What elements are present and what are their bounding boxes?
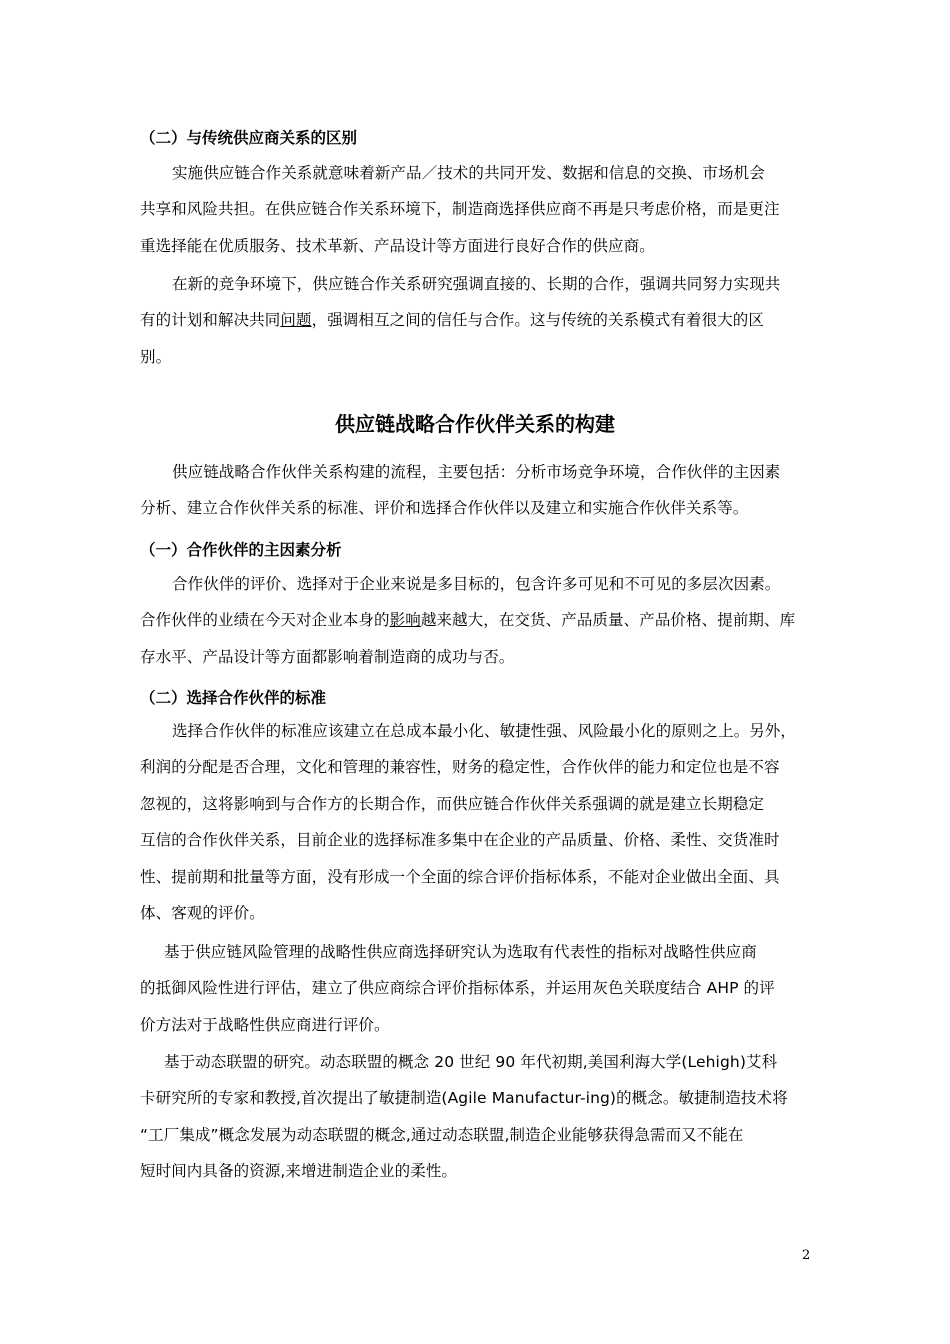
section-heading: （二）选择合作伙伴的标准 (140, 689, 327, 707)
text-line: 性、提前期和批量等方面，没有形成一个全面的综合评价指标体系，不能对企业做出全面、具 (140, 867, 780, 886)
text-line: 忽视的，这将影响到与合作方的长期合作，而供应链合作伙伴关系强调的就是建立长期稳定 (140, 794, 765, 813)
problem-link[interactable]: 问题 (280, 311, 312, 330)
text-fragment: 越来越大，在交货、产品质量、产品价格、提前期、库 (420, 611, 796, 630)
text-line: 卡研究所的专家和教授,首次提出了敏捷制造(Agile Manufactur-ing)的概念。敏捷制造技术将 (140, 1089, 788, 1108)
text-line: 存水平、产品设计等方面都影响着制造商的成功与否。 (140, 647, 515, 666)
paragraph (140, 266, 812, 375)
text-line: 实施供应链合作关系就意味着新产品／技术的共同开发、数据和信息的交换、市场机会 (172, 164, 765, 182)
text-line: 重选择能在优质服务、技术革新、产品设计等方面进行良好合作的供应商。 (140, 236, 655, 255)
section-heading: （二）与传统供应商关系的区别 (140, 129, 358, 147)
paragraph (140, 1044, 812, 1190)
paragraph (140, 713, 812, 931)
paragraph (140, 454, 812, 527)
text-line: 短时间内具备的资源,来增进制造企业的柔性。 (140, 1162, 458, 1181)
text-fragment: 有的计划和解决共同 (140, 311, 281, 330)
section-heading: （一）合作伙伴的主因素分析 (140, 541, 342, 559)
text-line (140, 602, 812, 638)
text-line: 基于动态联盟的研究。动态联盟的概念 20 世纪 90 年代初期,美国利海大学(Lehigh)艾科 (164, 1053, 778, 1071)
paragraph (140, 155, 812, 264)
main-title: 供应链战略合作伙伴关系的构建 (335, 412, 615, 436)
text-line: 共享和风险共担。在供应链合作关系环境下，制造商选择供应商不再是只考虑价格，而是更注 (140, 200, 780, 219)
paragraph (140, 934, 812, 1043)
influence-link[interactable]: 影响 (389, 611, 421, 630)
text-line: 基于供应链风险管理的战略性供应商选择研究认为选取有代表性的指标对战略性供应商 (164, 943, 757, 961)
text-line: 价方法对于战略性供应商进行评价。 (140, 1015, 390, 1034)
text-line: 合作伙伴的评价、选择对于企业来说是多目标的，包含许多可见和不可见的多层次因素。 (172, 575, 781, 593)
text-line: 利润的分配是否合理，文化和管理的兼容性，财务的稳定性，合作伙伴的能力和定位也是不容 (140, 758, 780, 777)
text-line: 供应链战略合作伙伴关系构建的流程，主要包括：分析市场竞争环境，合作伙伴的主因素 (172, 463, 781, 481)
text-line: 选择合作伙伴的标准应该建立在总成本最小化、敏捷性强、风险最小化的原则之上。另外， (172, 722, 797, 740)
text-line: 互信的合作伙伴关系，目前企业的选择标准多集中在企业的产品质量、价格、柔性、交货准时 (140, 831, 780, 850)
text-line: 体、客观的评价。 (140, 904, 265, 923)
text-line (140, 302, 812, 338)
text-line: 分析、建立合作伙伴关系的标准、评价和选择合作伙伴以及建立和实施合作伙伴关系等。 (140, 499, 749, 518)
text-line: 的抵御风险性进行评估，建立了供应商综合评价指标体系，并运用灰色关联度结合 AHP 的评 (140, 979, 775, 998)
paragraph (140, 566, 812, 675)
text-fragment: 合作伙伴的业绩在今天对企业本身的 (140, 611, 390, 630)
text-line: 别。 (140, 347, 172, 366)
page-number: 2 (802, 1248, 811, 1263)
text-fragment: ，强调相互之间的信任与合作。这与传统的关系模式有着很大的区 (311, 311, 765, 330)
text-line: 在新的竞争环境下，供应链合作关系研究强调直接的、长期的合作，强调共同努力实现共 (172, 275, 781, 293)
text-line: “工厂集成”概念发展为动态联盟的概念,通过动态联盟,制造企业能够获得急需而又不能在 (140, 1125, 744, 1144)
